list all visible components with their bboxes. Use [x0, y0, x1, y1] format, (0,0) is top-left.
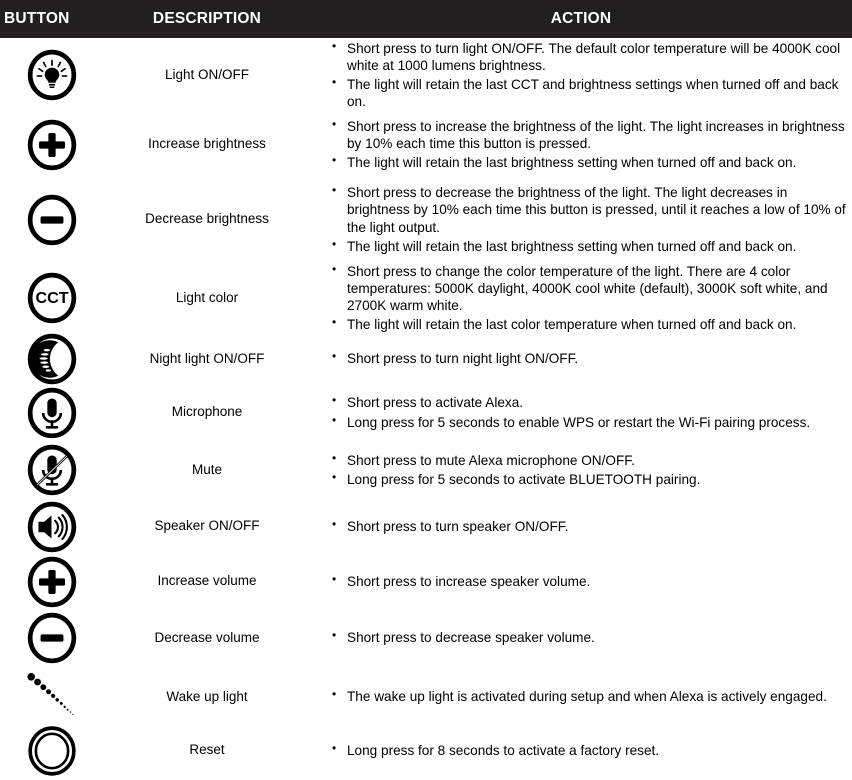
action-bullet-list — [332, 573, 846, 590]
action-cell — [310, 184, 852, 255]
microphone-muted-in-circle-icon — [26, 444, 78, 496]
description-cell: Light color — [175, 289, 239, 305]
minus-in-circle-icon — [26, 612, 78, 664]
reset-double-ring-icon — [26, 725, 78, 777]
table-header-row — [0, 0, 852, 38]
table-row — [0, 262, 852, 334]
button-icon-cell — [0, 49, 104, 101]
table-row — [0, 384, 852, 441]
table-row — [0, 112, 852, 177]
action-bullet-item: • The wake up light is activated during setup and when Alexa is actively engaged. — [332, 688, 846, 705]
action-cell — [310, 263, 852, 334]
action-bullet-item: • Short press to increase speaker volume. — [332, 573, 846, 590]
action-bullet-item: • The light will retain the last CCT and brightness settings when turned off and back on. — [332, 76, 846, 110]
button-icon-cell — [0, 501, 104, 553]
table-row — [0, 499, 852, 554]
wake-up-light-dots-icon — [23, 671, 81, 723]
button-icon-cell — [0, 725, 104, 777]
action-cell — [310, 629, 852, 646]
button-icon-cell — [0, 333, 104, 385]
action-bullet-item: • Long press for 8 seconds to activate a factory reset. — [332, 742, 846, 759]
action-bullet-list — [332, 40, 846, 111]
action-bullet-list — [332, 394, 846, 430]
action-cell — [310, 688, 852, 705]
description-cell: Decrease volume — [154, 629, 260, 645]
action-cell — [310, 742, 852, 759]
description-cell: Night light ON/OFF — [149, 350, 265, 366]
button-icon-cell — [0, 119, 104, 171]
action-bullet-list — [332, 742, 846, 759]
action-bullet-item: • Long press for 5 seconds to enable WPS or restart the Wi-Fi pairing process. — [332, 414, 846, 431]
column-header-action: ACTION — [550, 10, 612, 27]
plus-in-circle-icon — [26, 119, 78, 171]
action-bullet-list — [332, 452, 846, 488]
button-icon-cell — [0, 387, 104, 439]
description-cell: Increase volume — [157, 573, 257, 589]
action-bullet-item: • Short press to decrease speaker volume. — [332, 629, 846, 646]
table-row — [0, 667, 852, 727]
button-icon-cell — [0, 556, 104, 608]
description-cell: Decrease brightness — [145, 211, 269, 227]
cct-in-circle-icon — [26, 272, 78, 324]
button-icon-cell — [0, 194, 104, 246]
button-icon-cell — [0, 272, 104, 324]
action-bullet-item: • Short press to decrease the brightness of the light. The light decreases in brightness by 10% each time this button is pressed, until it reaches a low of 10% of the light output. — [332, 184, 846, 235]
action-bullet-list — [332, 184, 846, 255]
microphone-in-circle-icon — [26, 387, 78, 439]
action-bullet-list — [332, 263, 846, 334]
action-bullet-list — [332, 350, 846, 367]
action-bullet-list — [332, 118, 846, 171]
action-cell — [310, 40, 852, 111]
action-bullet-list — [332, 688, 846, 705]
action-bullet-item: • Long press for 5 seconds to activate BLUETOOTH pairing. — [332, 471, 846, 488]
action-cell — [310, 118, 852, 171]
column-header-description: DESCRIPTION — [152, 10, 262, 27]
table-row — [0, 441, 852, 499]
description-cell: Wake up light — [166, 688, 248, 704]
column-header-button: BUTTON — [4, 10, 70, 27]
plus-in-circle-icon — [26, 556, 78, 608]
action-bullet-item: • Short press to activate Alexa. — [332, 394, 846, 411]
minus-in-circle-icon — [26, 194, 78, 246]
action-bullet-item: • Short press to turn speaker ON/OFF. — [332, 518, 846, 535]
button-icon-cell — [0, 612, 104, 664]
action-bullet-item: • The light will retain the last color temperature when turned off and back on. — [332, 316, 846, 333]
action-bullet-list — [332, 629, 846, 646]
description-cell: Mute — [191, 461, 222, 477]
table-row — [0, 38, 852, 112]
table-row — [0, 727, 852, 774]
action-bullet-item: • Short press to mute Alexa microphone ON/OFF. — [332, 452, 846, 469]
action-cell — [310, 518, 852, 535]
description-cell: Increase brightness — [148, 136, 266, 152]
action-cell — [310, 394, 852, 430]
action-bullet-list — [332, 518, 846, 535]
action-bullet-item: • The light will retain the last brightness setting when turned off and back on. — [332, 238, 846, 255]
button-icon-cell — [0, 671, 104, 723]
svg-text:CCT: CCT — [35, 289, 69, 307]
table-row — [0, 334, 852, 384]
table-row — [0, 177, 852, 262]
description-cell: Speaker ON/OFF — [154, 518, 260, 534]
table-body — [0, 38, 852, 774]
light-bulb-in-circle-icon — [26, 49, 78, 101]
description-cell: Microphone — [171, 404, 243, 420]
table-row — [0, 554, 852, 609]
speaker-in-circle-icon — [26, 501, 78, 553]
action-bullet-item: • Short press to increase the brightness of the light. The light increases in brightness by 10% each time this button is pressed. — [332, 118, 846, 152]
moon-in-circle-icon — [26, 333, 78, 385]
description-cell: Light ON/OFF — [164, 66, 250, 82]
button-icon-cell — [0, 444, 104, 496]
action-cell — [310, 452, 852, 488]
action-cell — [310, 350, 852, 367]
action-bullet-item: • Short press to turn night light ON/OFF. — [332, 350, 846, 367]
description-cell: Reset — [189, 742, 225, 758]
action-bullet-item: • Short press to turn light ON/OFF. The default color temperature will be 4000K cool white at 1000 lumens brightness. — [332, 40, 846, 74]
action-cell — [310, 573, 852, 590]
table-row — [0, 609, 852, 667]
action-bullet-item: • Short press to change the color temperature of the light. There are 4 color temperatures: 5000K daylight, 4000K cool white (default), 3000K soft white, and 2700K warm white. — [332, 263, 846, 314]
action-bullet-item: • The light will retain the last brightness setting when turned off and back on. — [332, 154, 846, 171]
